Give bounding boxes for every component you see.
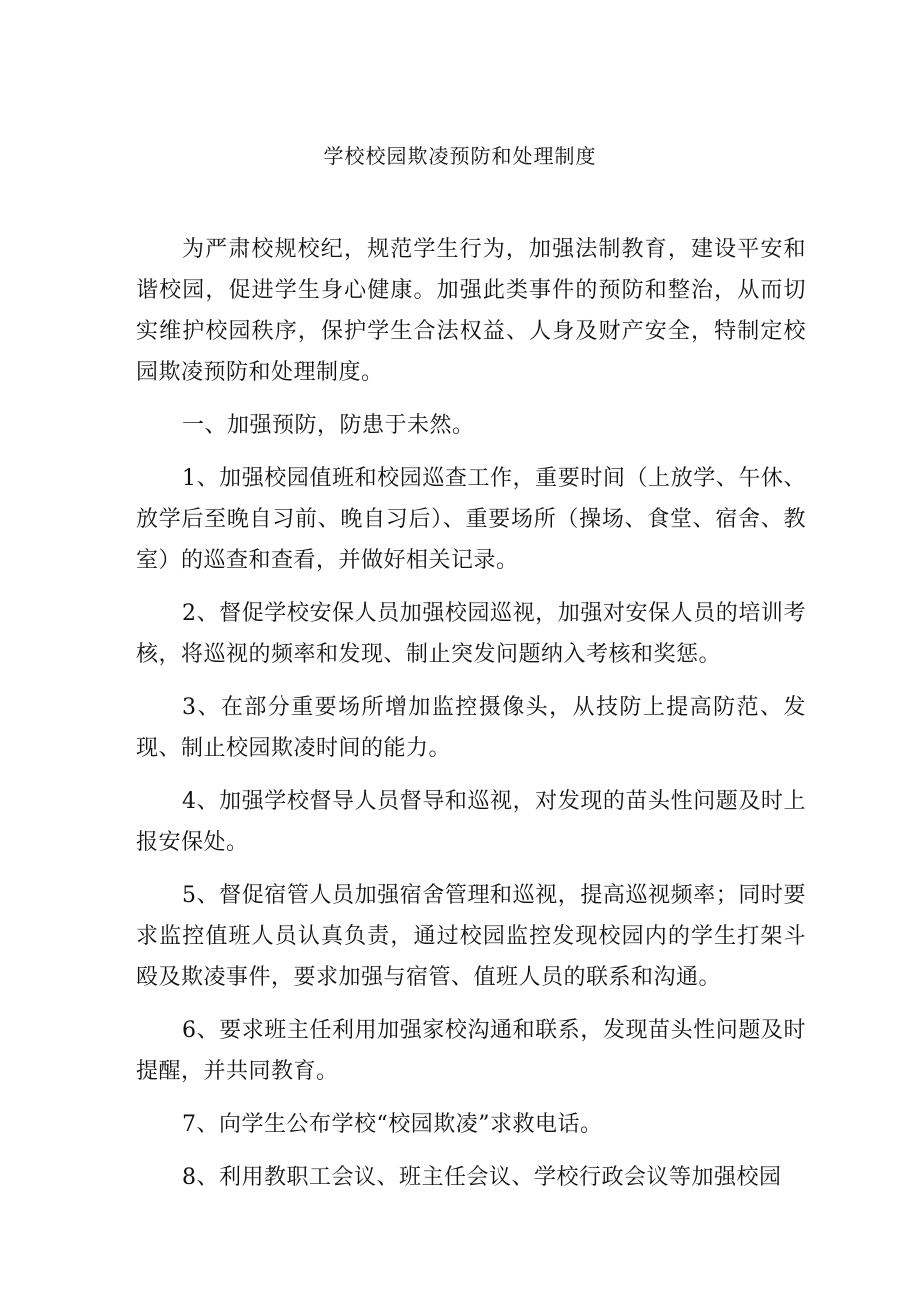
paragraph-intro: 为严肃校规校纪，规范学生行为，加强法制教育，建设平安和谐校园，促进学生身心健康。加强此类事件的预防和整治，从而切实维护校园秩序，保护学生合法权益、人身及财产安全，特制定校园欺凌预防和处理制度。 — [136, 237, 806, 385]
list-item-6: 6、要求班主任利用加强家校沟通和联系，发现苗头性问题及时提醒，并共同教育。 — [136, 1018, 806, 1084]
list-item-8: 8、利用教职工会议、班主任会议、学校行政会议等加强校园 — [182, 1165, 782, 1190]
document-body — [136, 229, 806, 1210]
list-item-1: 1、加强校园值班和校园巡查工作，重要时间（上放学、午休、放学后至晚自习前、晚自习后）、重要场所（操场、食堂、宿舍、教室）的巡查和查看，并做好相关记录。 — [136, 466, 806, 573]
section-heading-1: 一、加强预防，防患于未然。 — [182, 413, 475, 438]
list-item-2: 2、督促学校安保人员加强校园巡视，加强对安保人员的培训考核，将巡视的频率和发现、制止突发问题纳入考核和奖惩。 — [136, 601, 806, 667]
list-item-5: 5、督促宿管人员加强宿舍管理和巡视，提高巡视频率；同时要求监控值班人员认真负责，通过校园监控发现校园内的学生打架斗殴及欺凌事件，要求加强与宿管、值班人员的联系和沟通。 — [136, 883, 806, 990]
list-item-3: 3、在部分重要场所增加监控摄像头，从技防上提高防范、发现、制止校园欺凌时间的能力。 — [136, 695, 806, 761]
list-item-4: 4、加强学校督导人员督导和巡视，对发现的苗头性问题及时上报安保处。 — [136, 789, 806, 855]
document-title: 学校校园欺凌预防和处理制度 — [323, 144, 597, 168]
list-item-7: 7、向学生公布学校“校园欺凌”求救电话。 — [182, 1112, 603, 1137]
